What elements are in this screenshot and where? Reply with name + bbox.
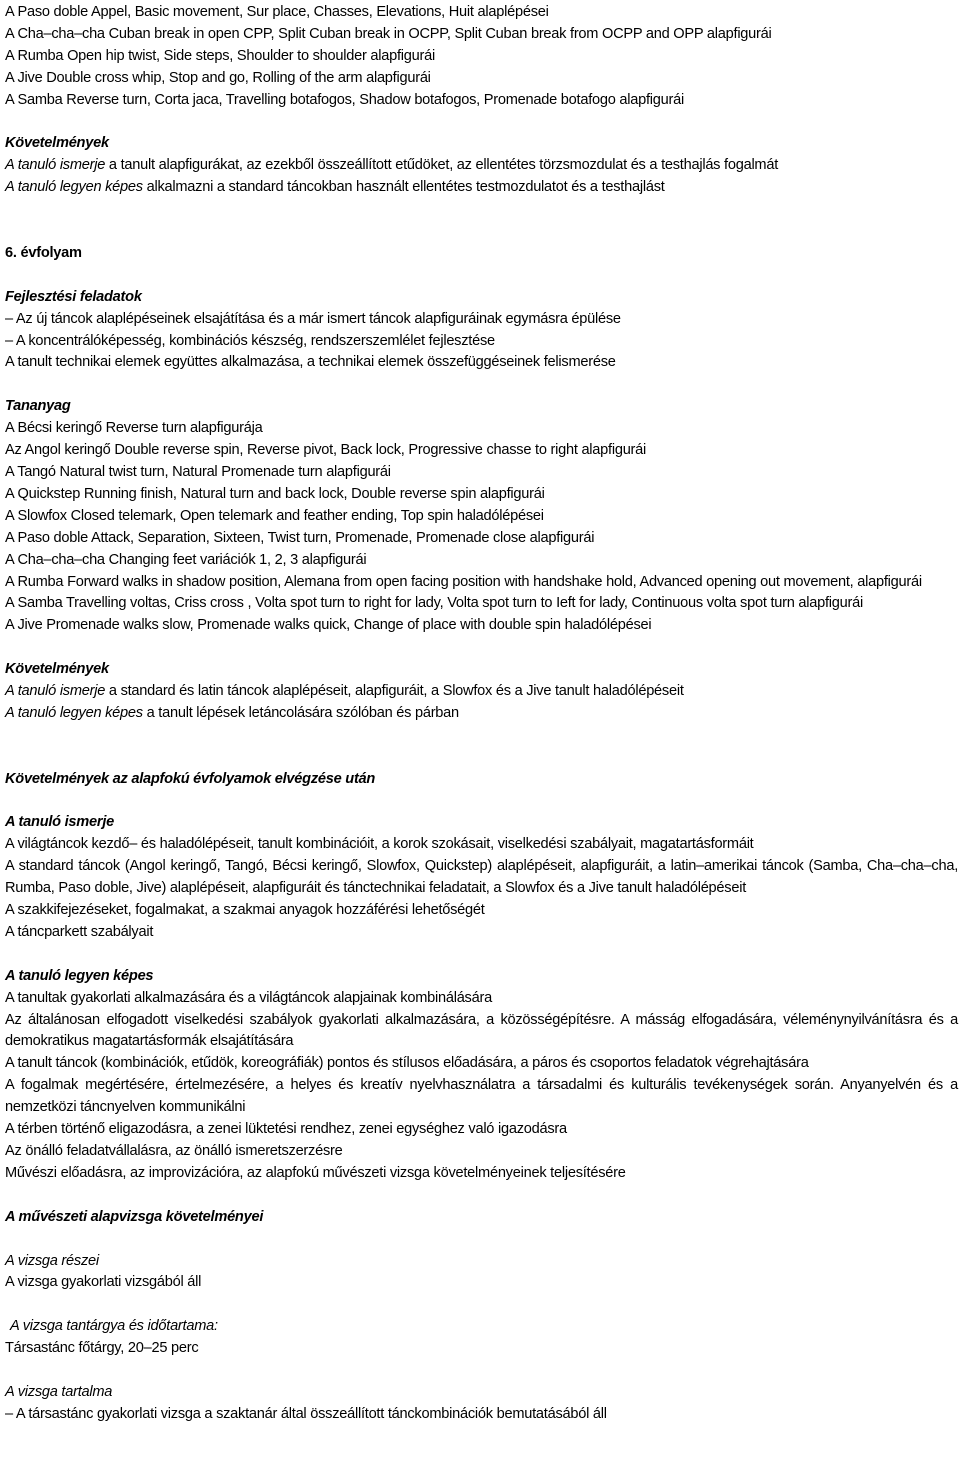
exam-subject-text: Társastánc főtárgy, 20–25 perc xyxy=(5,1340,199,1357)
material-item-8: A Rumba Forward walks in shadow position, Alemana from open facing position with handshake hold, Advanced opening out movement, alapfigurái xyxy=(5,573,922,590)
requirements-2-know xyxy=(5,681,958,703)
material-item-6: A Paso doble Attack, Separation, Sixteen, Twist turn, Promenade, Promenade close alapfigurái xyxy=(5,529,595,546)
top-line-1: A Paso doble Appel, Basic movement, Sur place, Chasses, Elevations, Huit alaplépései xyxy=(5,4,549,20)
spacer xyxy=(5,199,958,243)
final-able-6: Az önálló feladatvállalásra, az önálló ismeretszerzésre xyxy=(5,1143,343,1159)
development-task-2: – A koncentrálóképesség, kombinációs készség, rendszerszemlélet fejlesztése xyxy=(5,332,495,349)
top-line-4: A Jive Double cross whip, Stop and go, Rolling of the arm alapfigurái xyxy=(5,69,431,86)
exam-parts-text: A vizsga gyakorlati vizsgából áll xyxy=(5,1274,202,1291)
development-tasks-heading: Fejlesztési feladatok xyxy=(5,288,142,305)
spacer xyxy=(5,637,958,659)
final-able-4: A fogalmak megértésére, értelmezésére, a helyes és kreatív nyelvhasználatra a társadalmi és kulturális tevékenységek során. Anyanyelvén és a nemzetközi táncnyelven kommunikálni xyxy=(5,1077,958,1116)
top-line-5: A Samba Reverse turn, Corta jaca, Travelling botafogos, Shadow botafogos, Promenade botafogo alapfigurái xyxy=(5,91,684,108)
final-able-5: A térben történő eligazodásra, a zenei lüktetési rendhez, zenei egységhez való igazodásra xyxy=(5,1121,567,1138)
development-task-1: – Az új táncok alaplépéseinek elsajátítása és a már ismert táncok alapfiguráinak egymásra épülése xyxy=(5,310,621,327)
final-able-7: Művészi előadásra, az improvizációra, az alapfokú művészeti vizsga követelményeinek teljesítésére xyxy=(5,1164,626,1181)
material-item-3: A Tangó Natural twist turn, Natural Promenade turn alapfigurái xyxy=(5,463,391,480)
top-line-3: A Rumba Open hip twist, Side steps, Shoulder to shoulder alapfigurái xyxy=(5,47,435,64)
material-item-10: A Jive Promenade walks slow, Promenade walks quick, Change of place with double spin haladólépései xyxy=(5,617,652,634)
requirements-2-able-lead: A tanuló legyen képes xyxy=(5,704,143,721)
spacer xyxy=(5,1360,958,1382)
exam-subject-label: A vizsga tantárgya és időtartama: xyxy=(10,1318,218,1335)
material-item-5: A Slowfox Closed telemark, Open telemark and feather ending, Top spin haladólépései xyxy=(5,507,544,524)
top-line-2: A Cha–cha–cha Cuban break in open CPP, Split Cuban break in OCPP, Split Cuban break from OCPP and OPP alapfigurái xyxy=(5,25,772,42)
spacer xyxy=(5,944,958,966)
exam-content-label: A vizsga tartalma xyxy=(5,1383,113,1400)
material-item-4: A Quickstep Running finish, Natural turn and back lock, Double reverse spin alapfigurái xyxy=(5,485,545,502)
development-task-3: A tanult technikai elemek együttes alkalmazása, a technikai elemek összefüggéseinek felismerése xyxy=(5,354,616,371)
requirements-1-able xyxy=(5,177,958,199)
requirements-2-know-lead: A tanuló ismerje xyxy=(5,683,106,700)
spacer xyxy=(5,725,958,769)
final-know-2: A standard táncok (Angol keringő, Tangó, Bécsi keringő, Slowfox, Quickstep) alaplépéseit, alapfiguráit, a latin–amerikai táncok (Samba, Cha–cha–cha, Rumba, Paso doble, Jive) alaplépéseit, alapfiguráit és tánctechnikai feladatait, a Slowfox és a Jive tanult haladólépéseit xyxy=(5,858,958,897)
requirements-heading-1: Követelmények xyxy=(5,135,109,152)
material-item-1: A Bécsi keringő Reverse turn alapfigurája xyxy=(5,420,263,437)
spacer xyxy=(5,1229,958,1251)
requirements-2-able xyxy=(5,703,958,725)
final-requirements-heading: Követelmények az alapfokú évfolyamok elvégzése után xyxy=(5,770,376,787)
final-able-3: A tanult táncok (kombinációk, etűdök, koreográfiák) pontos és stílusos előadására, a páros és csoportos feladatok végrehajtására xyxy=(5,1055,809,1072)
final-know-heading: A tanuló ismerje xyxy=(5,814,114,831)
spacer xyxy=(5,1294,958,1316)
requirements-1-able-text: alkalmazni a standard táncokban használt ellentétes testmozdulatot és a testhajlást xyxy=(142,179,665,196)
exam-heading: A művészeti alapvizsga követelményei xyxy=(5,1208,264,1225)
material-item-2: Az Angol keringő Double reverse spin, Reverse pivot, Back lock, Progressive chasse to right alapfigurái xyxy=(5,442,647,459)
requirements-1-know-lead: A tanuló ismerje xyxy=(5,157,106,174)
requirements-heading-2: Követelmények xyxy=(5,661,109,678)
requirements-1-know xyxy=(5,155,958,177)
requirements-1-know-text: a tanult alapfigurákat, az ezekből összeállított etűdöket, az ellentétes törzsmozdulat és a testhajlás fogalmát xyxy=(105,157,779,174)
requirements-1-able-lead: A tanuló legyen képes xyxy=(5,179,143,196)
material-item-9: A Samba Travelling voltas, Criss cross , Volta spot turn to right for lady, Volta spot turn to Ieft for lady, Continuous volta spot turn alapfigurái xyxy=(5,595,863,612)
spacer xyxy=(5,1185,958,1207)
spacer xyxy=(5,265,958,287)
final-able-heading: A tanuló legyen képes xyxy=(5,967,154,984)
exam-content-text: – A társastánc gyakorlati vizsga a szaktanár által összeállított tánckombinációk bemutatásából áll xyxy=(5,1405,607,1422)
spacer xyxy=(5,791,958,813)
spacer xyxy=(5,374,958,396)
final-able-1: A tanultak gyakorlati alkalmazására és a világtáncok alapjainak kombinálására xyxy=(5,989,492,1006)
final-know-4: A táncparkett szabályait xyxy=(5,923,154,940)
final-know-3: A szakkifejezéseket, fogalmakat, a szakmai anyagok hozzáférési lehetőségét xyxy=(5,902,485,919)
final-able-2: Az általánosan elfogadott viselkedési szabályok gyakorlati alkalmazására, a közösségépítésre. A másság elfogadására, véleménynyilvánításra és a demokratikus magatartásformák elsajátítására xyxy=(5,1011,958,1050)
exam-parts-label: A vizsga részei xyxy=(5,1252,99,1269)
grade-6-heading: 6. évfolyam xyxy=(5,244,82,261)
material-item-7: A Cha–cha–cha Changing feet variációk 1, 2, 3 alapfigurái xyxy=(5,551,367,568)
spacer xyxy=(5,112,958,134)
requirements-2-know-text: a standard és latin táncok alaplépéseit, alapfiguráit, a Slowfox és a Jive tanult haladólépéseit xyxy=(105,683,684,700)
final-know-1: A világtáncok kezdő– és haladólépéseit, tanult kombinációit, a korok szokásait, viselkedési szabályait, magatartásformáit xyxy=(5,836,754,853)
material-heading: Tananyag xyxy=(5,398,71,415)
requirements-2-able-text: a tanult lépések letáncolására szólóban és párban xyxy=(142,704,459,721)
